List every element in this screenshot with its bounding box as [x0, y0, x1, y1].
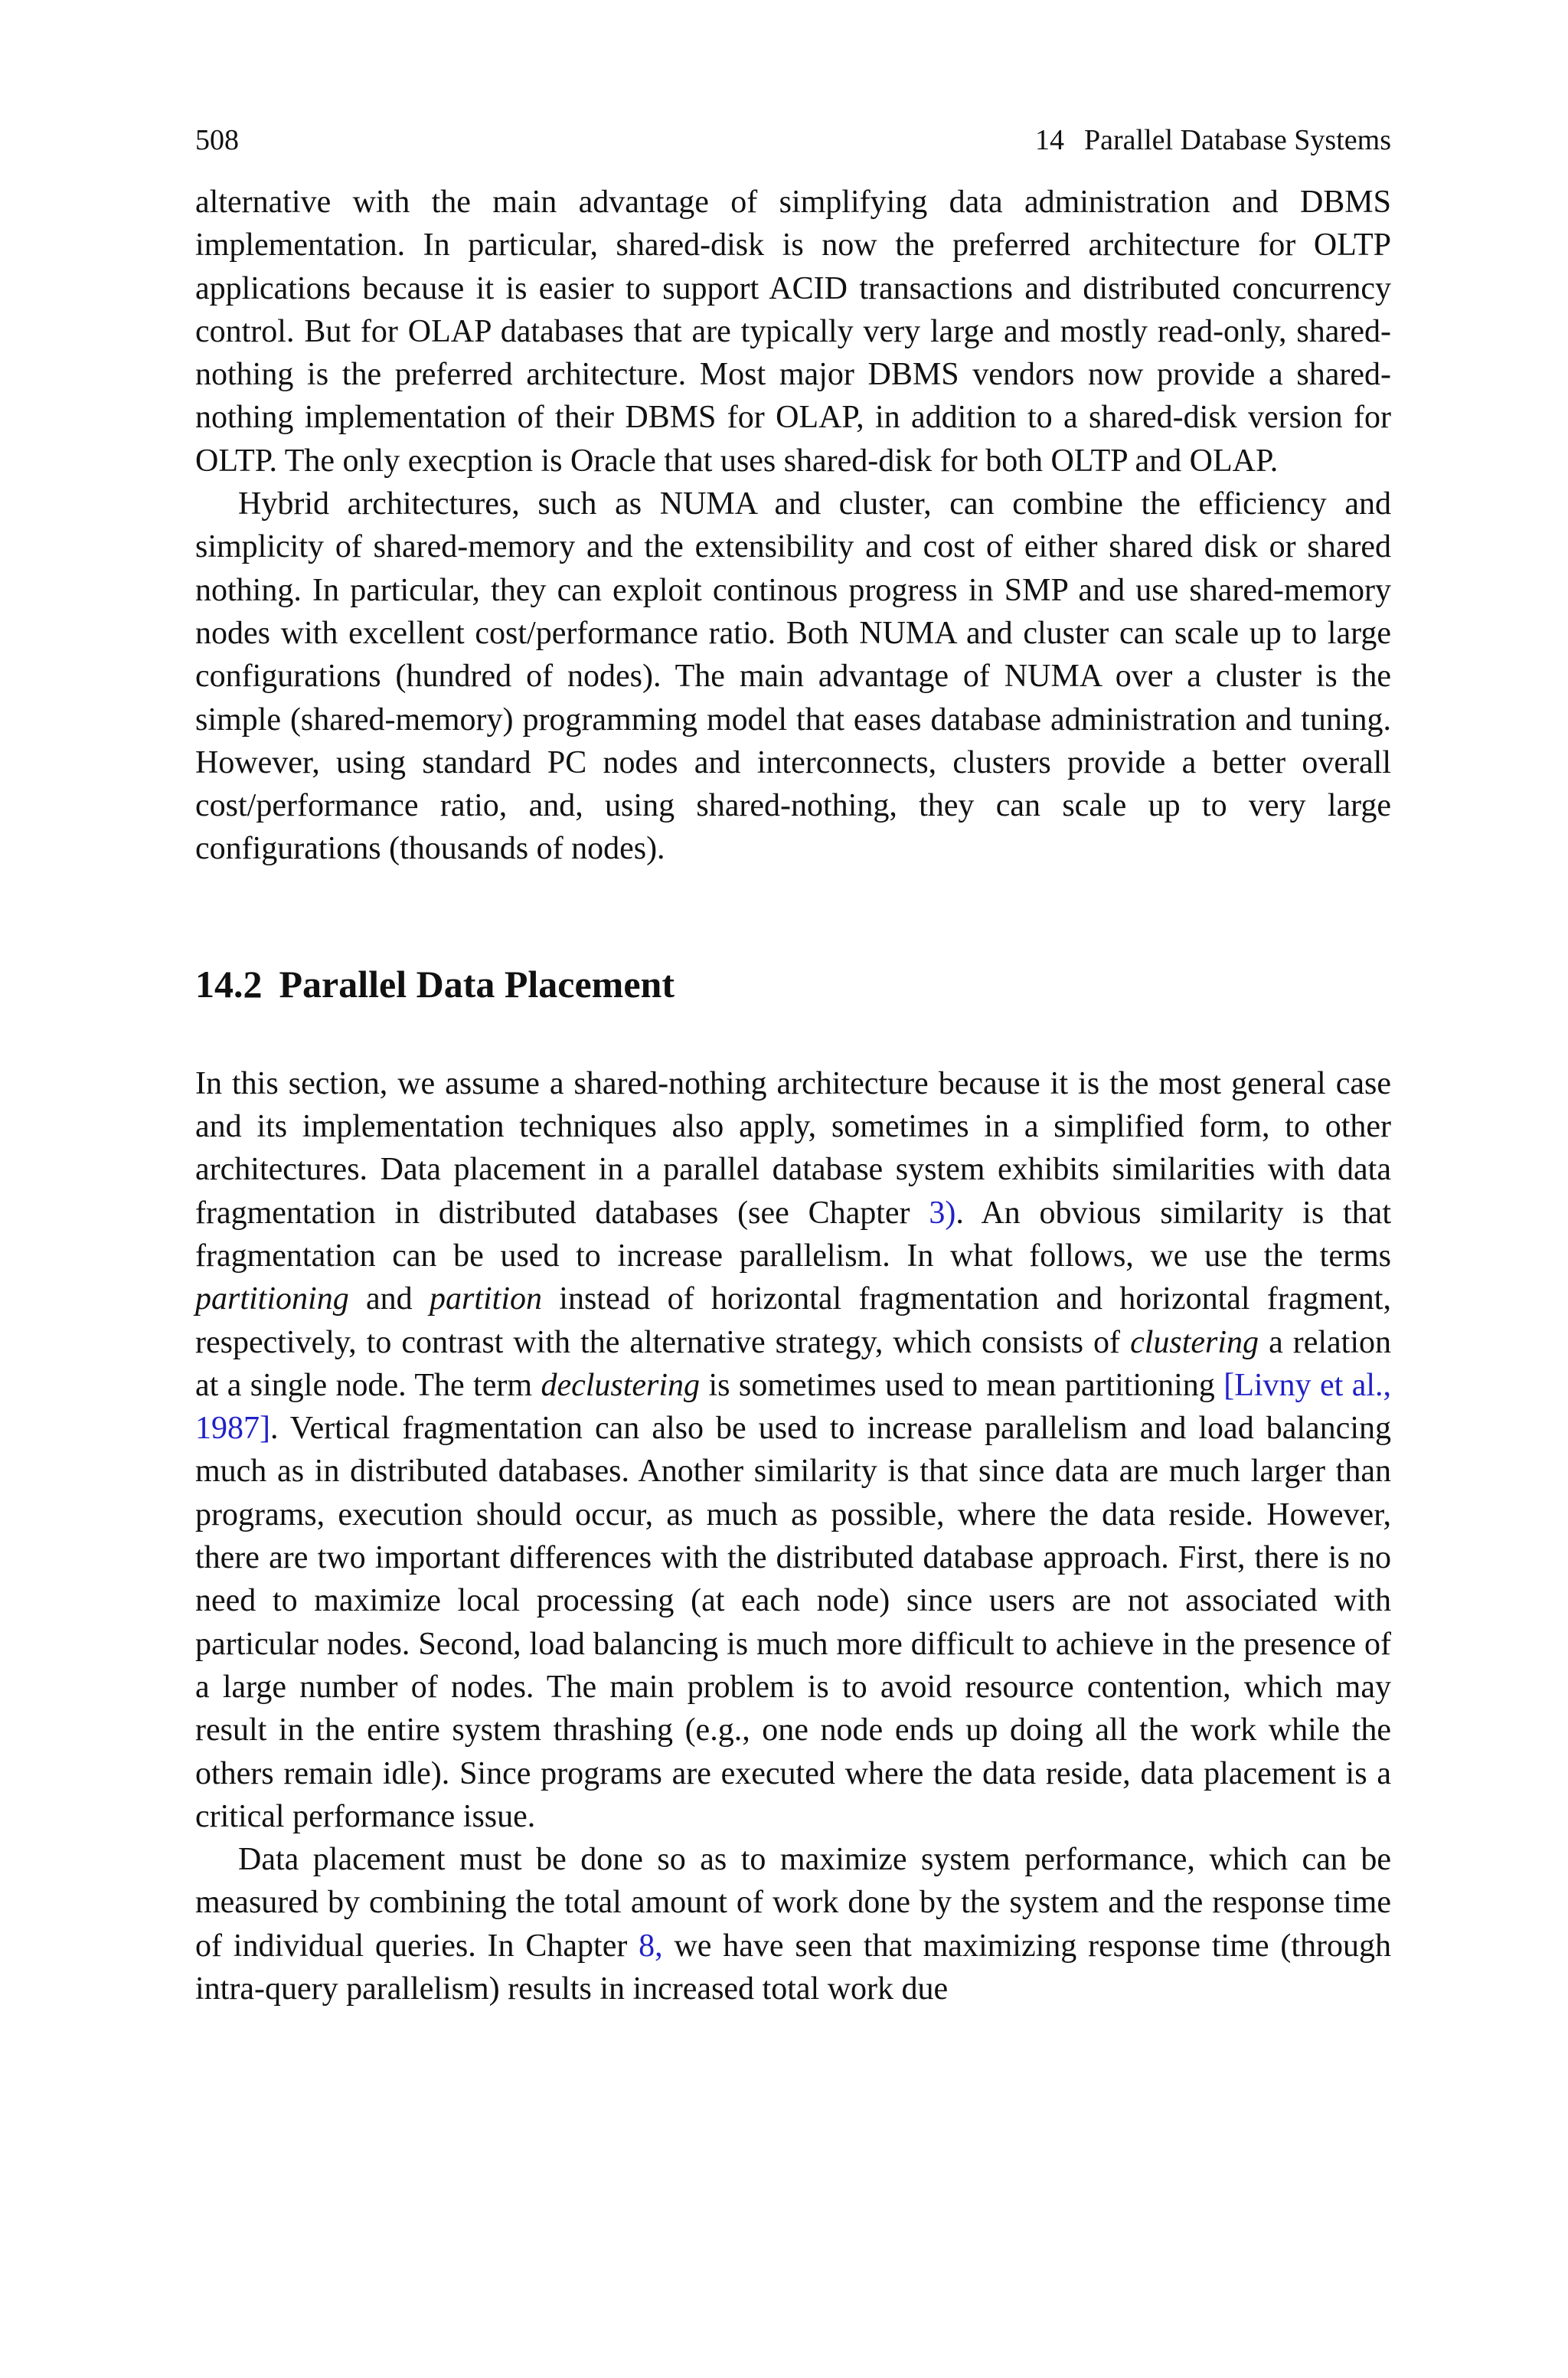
text-run: In this section, we assume a shared-nothing architecture because it is the most general case and its implementation techniques also apply, sometimes in a simplified form, to other architectures. Data placement in a parallel database system exhibits similarities with data fragmentation in distributed databases (see Chapter — [195, 1065, 1391, 1231]
section-number: 14.2 — [195, 962, 263, 1006]
chapter-number: 14 — [1034, 124, 1064, 156]
chapter-title: Parallel Database Systems — [1083, 124, 1391, 156]
term-partitioning: partitioning — [195, 1281, 349, 1317]
text-run: is sometimes used to mean partitioning — [700, 1367, 1224, 1403]
chapter-8-link[interactable]: 8, — [639, 1928, 663, 1964]
section-body — [195, 1062, 1391, 2011]
text-run: instead of horizontal fragmentation and horizontal fragment, respectively, to contrast with the alternative strategy, which consists of — [195, 1281, 1391, 1360]
paragraph-hybrid-architectures: Hybrid architectures, such as NUMA and cluster, can combine the efficiency and simplicity of shared-memory and the extensibility and cost of either shared disk or shared nothing. In particular, they can exploit continous progress in SMP and use shared-memory nodes with excellent cost/performance ratio. Both NUMA and cluster can scale up to large configurations (hundred of nodes). The main advantage of NUMA over a cluster is the simple (shared-memory) programming model that eases database administration and tuning. However, using standard PC nodes and interconnects, clusters provide a better overall cost/performance ratio, and, using shared-nothing, they can scale up to very large configurations (thousands of nodes). — [195, 486, 1391, 867]
chapter-header — [1035, 123, 1391, 158]
text-run: and — [348, 1281, 430, 1317]
page-number: 508 — [195, 124, 239, 156]
section-heading — [195, 961, 1391, 1007]
body-text — [195, 181, 1391, 871]
term-clustering: clustering — [1130, 1324, 1259, 1360]
text-run: Data placement must be done so as to maximize system performance, which can be measured by combining the total amount of work done by the system and the response time of individual queries. In Chapter — [195, 1842, 1391, 1964]
text-run: . Vertical fragmentation can also be used to increase parallelism and load balancing much as in distributed databases. Another similarity is that since data are much larger than programs, execution should occur, as much as possible, where the data reside. However, there are two important differences with the distributed database approach. First, there is no need to maximize local processing (at each node) since users are not associated with particular nodes. Second, load balancing is much more difficult to achieve in the presence of a large number of nodes. The main problem is to avoid resource contention, which may result in the entire system thrashing (e.g., one node ends up doing all the work while the others remain idle). Since programs are executed where the data reside, data placement is a critical performance issue. — [195, 1411, 1391, 1834]
paragraph-continued: alternative with the main advantage of simplifying data administration and DBMS implementation. In particular, shared-disk is now the preferred architecture for OLTP applications because it is easier to support ACID transactions and distributed concurrency control. But for OLAP databases that are typically very large and mostly read-only, shared-nothing is the preferred architecture. Most major DBMS vendors now provide a shared-nothing implementation of their DBMS for OLAP, in addition to a shared-disk version for OLTP. The only execption is Oracle that uses shared-disk for both OLTP and OLAP. — [195, 185, 1391, 479]
section-title: Parallel Data Placement — [279, 962, 675, 1006]
paragraph-performance — [195, 1838, 1391, 2010]
term-declustering: declustering — [541, 1367, 701, 1403]
chapter-3-link[interactable]: 3) — [929, 1195, 956, 1231]
paragraph-data-placement-intro — [195, 1062, 1391, 1838]
text-run: . An obvious similarity is that fragmentation can be used to increase parallelism. In what follows, we use the terms — [195, 1195, 1391, 1274]
term-partition: partition — [429, 1281, 542, 1317]
text-run: a relation at a single node. The term — [195, 1324, 1392, 1403]
livny-citation-link[interactable]: [Livny et al., 1987] — [195, 1367, 1392, 1447]
book-page — [195, 123, 1391, 2010]
running-head — [195, 123, 1391, 158]
text-run: we have seen that maximizing response time (through intra-query parallelism) results in increased total work due — [195, 1928, 1391, 2007]
